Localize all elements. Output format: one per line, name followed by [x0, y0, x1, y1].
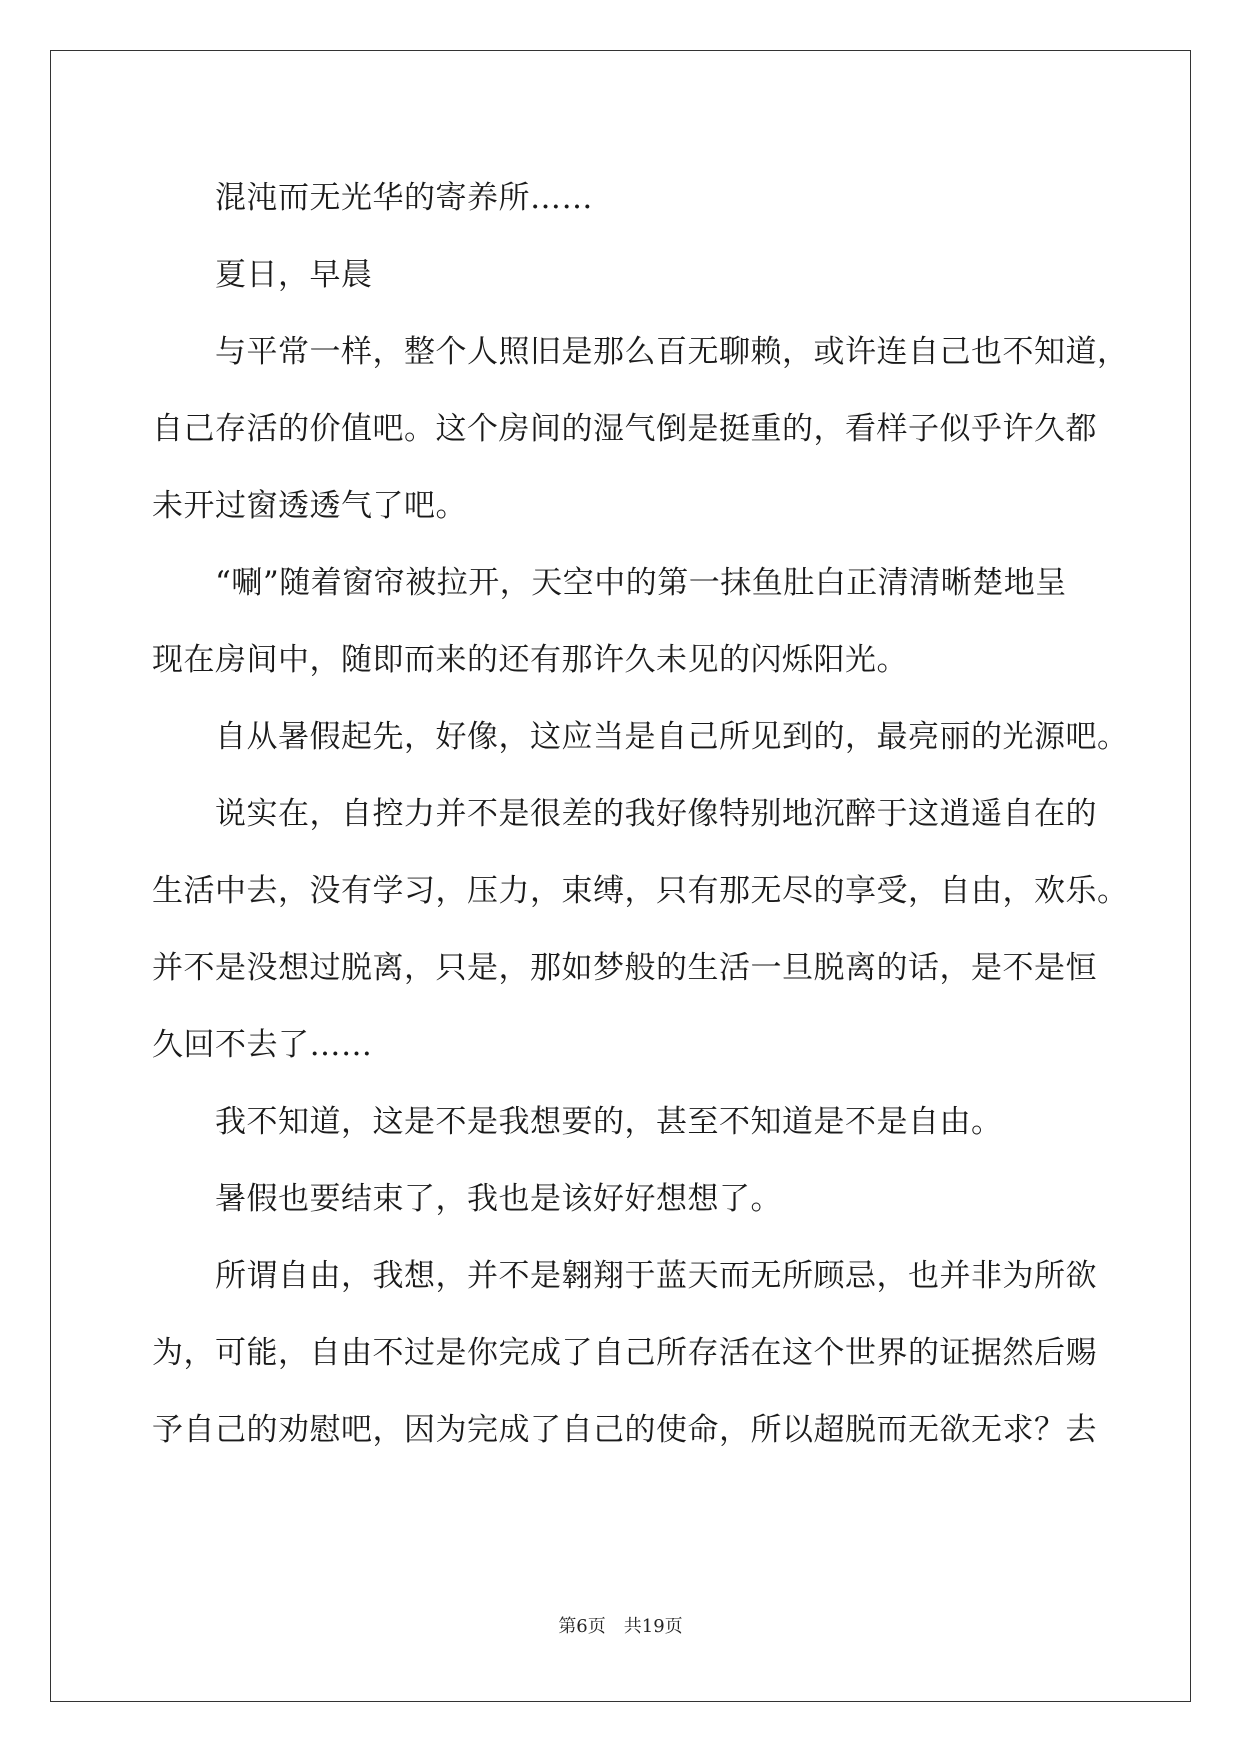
- paragraph-line: 生活中去，没有学习，压力，束缚，只有那无尽的享受，自由，欢乐。: [152, 873, 1129, 909]
- paragraph-line: 自己存活的价值吧。这个房间的湿气倒是挺重的，看样子似乎许久都: [152, 411, 1097, 447]
- paragraph-line: 暑假也要结束了，我也是该好好想想了。: [215, 1181, 782, 1217]
- paragraph-line: 自从暑假起先，好像，这应当是自己所见到的，最亮丽的光源吧。: [215, 719, 1129, 755]
- paragraph-line: 现在房间中，随即而来的还有那许久未见的闪烁阳光。: [152, 642, 908, 678]
- document-body: [152, 160, 1129, 1469]
- paragraph-line: 混沌而无光华的寄养所……: [215, 180, 593, 216]
- paragraph-line: 为，可能，自由不过是你完成了自己所存活在这个世界的证据然后赐: [152, 1335, 1097, 1371]
- paragraph-line: 所谓自由，我想，并不是翱翔于蓝天而无所顾忌，也并非为所欲: [215, 1258, 1097, 1294]
- paragraph-line: 予自己的劝慰吧，因为完成了自己的使命，所以超脱而无欲无求？去: [152, 1412, 1097, 1448]
- paragraph-line: 未开过窗透透气了吧。: [152, 488, 467, 524]
- paragraph-line: 久回不去了……: [152, 1027, 373, 1063]
- paragraph-line: 夏日，早晨: [215, 257, 373, 293]
- paragraph-line: 并不是没想过脱离，只是，那如梦般的生活一旦脱离的话，是不是恒: [152, 950, 1097, 986]
- paragraph-line: 与平常一样，整个人照旧是那么百无聊赖，或许连自己也不知道，: [215, 334, 1129, 370]
- paragraph-line: 说实在，自控力并不是很差的我好像特别地沉醉于这逍遥自在的: [215, 796, 1097, 832]
- page-number-footer: 第6页 共19页: [558, 1616, 683, 1637]
- paragraph-line: 我不知道，这是不是我想要的，甚至不知道是不是自由。: [215, 1104, 1003, 1140]
- paragraph-line: “唰”随着窗帘被拉开，天空中的第一抹鱼肚白正清清晰楚地呈: [215, 565, 1067, 601]
